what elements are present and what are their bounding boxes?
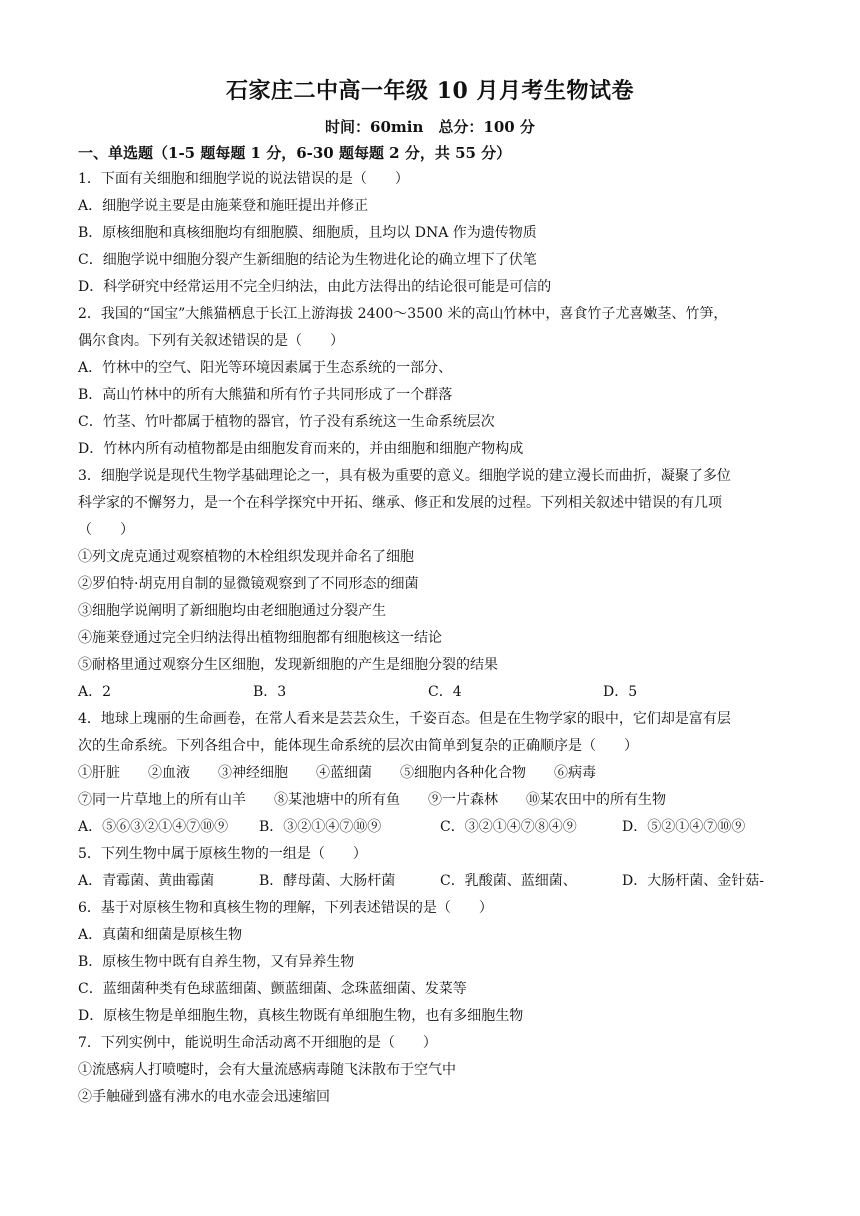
question-5-options — [78, 872, 778, 890]
question-3-stem-line-1: 3．细胞学说是现代生物学基础理论之一，具有极为重要的意义。细胞学说的建立漫长而曲折，凝聚了多位 — [78, 468, 731, 484]
question-2-option-b: B．高山竹林中的所有大熊猫和所有竹子共同形成了一个群落 — [78, 387, 453, 403]
question-4-option-d: D．⑤②①④⑦⑩⑨ — [622, 819, 746, 835]
question-1-option-c: C．细胞学说中细胞分裂产生新细胞的结论为生物进化论的确立埋下了伏笔 — [78, 252, 537, 268]
question-1-option-d: D．科学研究中经常运用不完全归纳法，由此方法得出的结论很可能是可信的 — [78, 279, 552, 295]
question-2-stem-line-1: 2．我国的“国宝”大熊猫栖息于长江上游海拔 2400～3500 米的高山竹林中，喜食竹子尤喜嫩茎、竹笋， — [78, 306, 728, 322]
question-4-item-list-2: ⑦同一片草地上的所有山羊 ⑧某池塘中的所有鱼 ⑨一片森林 ⑩某农田中的所有生物 — [78, 792, 666, 808]
question-5-option-a: A．青霉菌、黄曲霉菌 — [78, 873, 215, 889]
section-heading: 一、单选题（1-5 题每题 1 分，6-30 题每题 2 分，共 55 分） — [78, 144, 512, 162]
question-6-option-a: A．真菌和细菌是原核生物 — [78, 927, 243, 943]
question-4-option-c: C．③②①④⑦⑧④⑨ — [440, 819, 577, 835]
question-2-stem-line-2: 偶尔食肉。下列有关叙述错误的是（ ） — [78, 333, 344, 349]
exam-time-and-score: 时间：60min 总分：100 分 — [325, 118, 535, 136]
question-3-stem-line-2: 科学家的不懈努力，是一个在科学探究中开拓、继承、修正和发展的过程。下列相关叙述中错误的有几项 — [78, 495, 722, 511]
question-5-option-d: D．大肠杆菌、金针菇- — [622, 873, 764, 889]
question-3-statement-4: ④施莱登通过完全归纳法得出植物细胞都有细胞核这一结论 — [78, 630, 442, 646]
page-title: 石家庄二中高一年级 10 月月考生物试卷 — [226, 78, 634, 104]
question-2-option-c: C．竹茎、竹叶都属于植物的器官，竹子没有系统这一生命系统层次 — [78, 414, 495, 430]
question-5-option-b: B．酵母菌、大肠杆菌 — [259, 873, 396, 889]
question-3-option-a: A．2 — [78, 684, 112, 700]
question-3-statement-1: ①列文虎克通过观察植物的木栓组织发现并命名了细胞 — [78, 549, 414, 565]
question-3-statement-5: ⑤耐格里通过观察分生区细胞，发现新细胞的产生是细胞分裂的结果 — [78, 657, 498, 673]
question-7-statement-1: ①流感病人打喷嚏时，会有大量流感病毒随飞沫散布于空气中 — [78, 1062, 456, 1078]
question-4-item-list-1: ①肝脏 ②血液 ③神经细胞 ④蓝细菌 ⑤细胞内各种化合物 ⑥病毒 — [78, 765, 596, 781]
question-3-statement-3: ③细胞学说阐明了新细胞均由老细胞通过分裂产生 — [78, 603, 386, 619]
question-6-option-d: D．原核生物是单细胞生物，真核生物既有单细胞生物，也有多细胞生物 — [78, 1008, 524, 1024]
question-6-stem: 6．基于对原核生物和真核生物的理解，下列表述错误的是（ ） — [78, 900, 493, 916]
question-2-option-a: A．竹林中的空气、阳光等环境因素属于生态系统的一部分、 — [78, 360, 453, 376]
question-5-stem: 5．下列生物中属于原核生物的一组是（ ） — [78, 846, 367, 862]
question-2-option-d: D．竹林内所有动植物都是由细胞发育而来的，并由细胞和细胞产物构成 — [78, 441, 524, 457]
question-7-statement-2: ②手触碰到盛有沸水的电水壶会迅速缩回 — [78, 1089, 330, 1105]
question-3-statement-2: ②罗伯特·胡克用自制的显微镜观察到了不同形态的细菌 — [78, 576, 419, 592]
question-7-stem: 7．下列实例中，能说明生命活动离不开细胞的是（ ） — [78, 1035, 437, 1051]
question-5-option-c: C．乳酸菌、蓝细菌、 — [440, 873, 577, 889]
question-1-option-b: B．原核细胞和真核细胞均有细胞膜、细胞质，且均以 DNA 作为遗传物质 — [78, 225, 537, 241]
question-3-option-d: D．5 — [603, 684, 638, 700]
question-3-option-c: C．4 — [428, 684, 462, 700]
question-3-option-b: B．3 — [253, 684, 287, 700]
question-4-option-a: A．⑤⑥③②①④⑦⑩⑨ — [78, 819, 229, 835]
question-3-stem-line-3: （ ） — [78, 522, 134, 538]
question-3-options — [78, 683, 778, 701]
question-6-option-b: B．原核生物中既有自养生物，又有异养生物 — [78, 954, 355, 970]
question-4-stem-line-1: 4．地球上瑰丽的生命画卷，在常人看来是芸芸众生，千姿百态。但是在生物学家的眼中，它们却是富有层 — [78, 711, 731, 727]
question-4-option-b: B．③②①④⑦⑩⑨ — [259, 819, 382, 835]
question-4-options — [78, 818, 778, 836]
question-1-stem: 1．下面有关细胞和细胞学说的说法错误的是（ ） — [78, 171, 409, 187]
question-1-option-a: A．细胞学说主要是由施莱登和施旺提出并修正 — [78, 198, 369, 214]
question-4-stem-line-2: 次的生命系统。下列各组合中，能体现生命系统的层次由简单到复杂的正确顺序是（ ） — [78, 738, 638, 754]
question-6-option-c: C．蓝细菌种类有色球蓝细菌、颤蓝细菌、念珠蓝细菌、发菜等 — [78, 981, 467, 997]
